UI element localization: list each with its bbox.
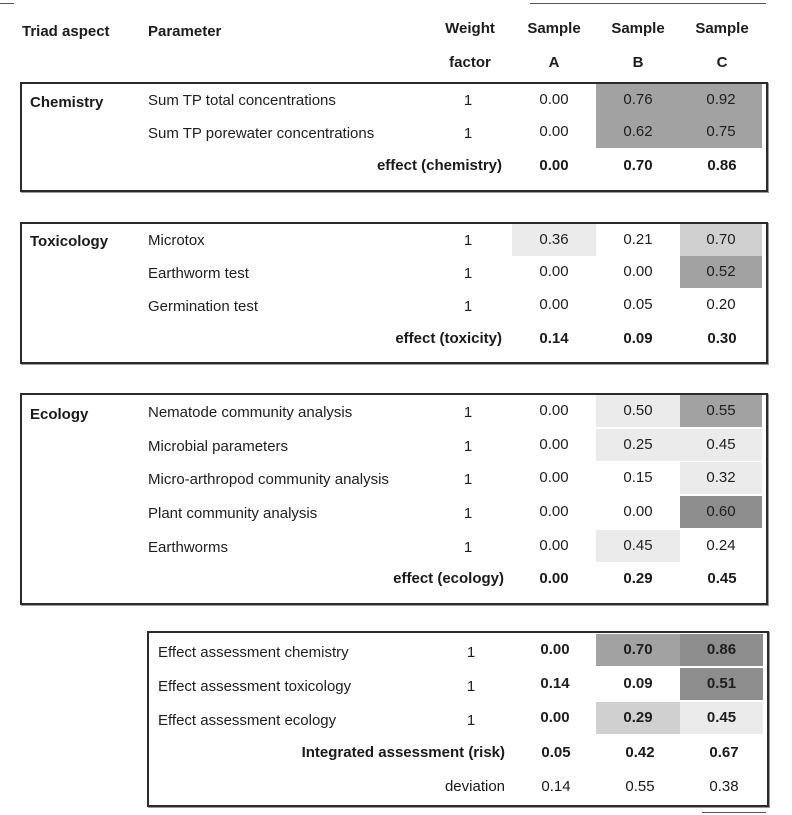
ecology-row-3-param: Micro-arthropod community analysis — [148, 471, 389, 488]
header-factor: factor — [449, 54, 491, 71]
chemistry-row-1-weight: 1 — [463, 92, 473, 109]
toxicology-effect-c: 0.30 — [707, 330, 737, 347]
ecology-row-5-a: 0.00 — [512, 530, 596, 562]
deviation-a: 0.14 — [541, 778, 571, 795]
header-sample-a: Sample — [527, 20, 581, 37]
toxicology-row-1-b: 0.21 — [596, 224, 680, 256]
integrated-risk-b: 0.42 — [625, 744, 655, 761]
chemistry-effect-a: 0.00 — [539, 157, 569, 174]
ecology-row-2-b: 0.25 — [596, 429, 680, 461]
integrated-row-3-c: 0.45 — [680, 702, 763, 734]
integrated-row-1-param: Effect assessment chemistry — [158, 644, 349, 661]
ecology-row-1-a: 0.00 — [512, 395, 596, 427]
ecology-row-1-param: Nematode community analysis — [148, 404, 353, 421]
integrated-row-1-a: 0.00 — [514, 634, 596, 666]
header-triad-aspect: Triad aspect — [22, 23, 110, 40]
header-sample-c: Sample — [695, 20, 749, 37]
toxicology-row-1-c: 0.70 — [680, 224, 762, 256]
chemistry-label: Chemistry — [30, 94, 104, 111]
integrated-row-3-a: 0.00 — [514, 702, 596, 734]
ecology-row-1-c: 0.55 — [680, 395, 762, 427]
integrated-row-2-param: Effect assessment toxicology — [158, 678, 352, 695]
toxicology-row-2-param: Earthworm test — [148, 265, 249, 282]
integrated-row-2-b: 0.09 — [596, 668, 680, 700]
ecology-effect-a: 0.00 — [539, 570, 569, 587]
top-rule-right — [530, 3, 766, 4]
integrated-row-3-param: Effect assessment ecology — [158, 712, 337, 729]
toxicology-row-1-weight: 1 — [463, 232, 473, 249]
header-sample-a-letter: A — [548, 54, 560, 71]
chemistry-row-1-param: Sum TP total concentrations — [148, 92, 336, 109]
chemistry-row-2-weight: 1 — [463, 125, 473, 142]
integrated-row-3-weight: 1 — [466, 712, 476, 729]
toxicology-effect-b: 0.09 — [623, 330, 653, 347]
toxicology-row-2-b: 0.00 — [596, 256, 680, 288]
ecology-row-1-weight: 1 — [463, 404, 473, 421]
deviation-label: deviation — [444, 778, 505, 795]
ecology-row-4-weight: 1 — [463, 505, 473, 522]
chemistry-row-1-a: 0.00 — [512, 84, 596, 116]
ecology-row-3-weight: 1 — [463, 471, 473, 488]
toxicology-row-3-a: 0.00 — [512, 289, 596, 321]
ecology-row-5-c: 0.24 — [680, 530, 762, 562]
chemistry-effect-b: 0.70 — [623, 157, 653, 174]
bottom-rule — [702, 812, 766, 813]
integrated-row-2-a: 0.14 — [514, 668, 596, 700]
toxicology-row-3-weight: 1 — [463, 298, 473, 315]
chemistry-effect-label: effect (chemistry) — [376, 157, 502, 174]
ecology-row-2-a: 0.00 — [512, 429, 596, 461]
ecology-row-4-b: 0.00 — [596, 496, 680, 528]
header-sample-b: Sample — [611, 20, 665, 37]
ecology-row-3-c: 0.32 — [680, 462, 762, 494]
ecology-row-5-weight: 1 — [463, 539, 473, 556]
deviation-b: 0.55 — [625, 778, 655, 795]
integrated-row-2-weight: 1 — [466, 678, 476, 695]
chemistry-effect-c: 0.86 — [707, 157, 737, 174]
integrated-row-1-weight: 1 — [466, 644, 476, 661]
header-weight: Weight — [445, 20, 495, 37]
ecology-row-1-b: 0.50 — [596, 395, 680, 427]
ecology-row-5-param: Earthworms — [148, 539, 229, 556]
ecology-effect-b: 0.29 — [623, 570, 653, 587]
header-sample-c-letter: C — [716, 54, 728, 71]
ecology-row-4-a: 0.00 — [512, 496, 596, 528]
ecology-row-2-weight: 1 — [463, 438, 473, 455]
toxicology-row-1-a: 0.36 — [512, 224, 596, 256]
ecology-row-4-c: 0.60 — [680, 496, 762, 528]
chemistry-row-2-a: 0.00 — [512, 116, 596, 148]
integrated-row-1-c: 0.86 — [680, 634, 763, 666]
toxicology-row-2-a: 0.00 — [512, 256, 596, 288]
toxicology-effect-label: effect (toxicity) — [395, 330, 502, 347]
toxicology-effect-a: 0.14 — [539, 330, 569, 347]
toxicology-row-3-param: Germination test — [148, 298, 259, 315]
ecology-effect-c: 0.45 — [707, 570, 737, 587]
chemistry-row-1-c: 0.92 — [680, 84, 762, 116]
ecology-row-4-param: Plant community analysis — [148, 505, 318, 522]
chemistry-row-1-b: 0.76 — [596, 84, 680, 116]
integrated-risk-c: 0.67 — [709, 744, 739, 761]
integrated-risk-label: Integrated assessment (risk) — [301, 744, 505, 761]
ecology-label: Ecology — [30, 406, 89, 423]
integrated-row-1-b: 0.70 — [596, 634, 680, 666]
toxicology-row-3-b: 0.05 — [596, 289, 680, 321]
ecology-effect-label: effect (ecology) — [393, 570, 504, 587]
integrated-row-3-b: 0.29 — [596, 702, 680, 734]
chemistry-row-2-c: 0.75 — [680, 116, 762, 148]
integrated-row-2-c: 0.51 — [680, 668, 763, 700]
toxicology-row-1-param: Microtox — [148, 232, 205, 249]
header-sample-b-letter: B — [632, 54, 644, 71]
top-rule-left — [0, 3, 14, 4]
ecology-row-2-param: Microbial parameters — [148, 438, 289, 455]
toxicology-row-2-c: 0.52 — [680, 256, 762, 288]
ecology-row-5-b: 0.45 — [596, 530, 680, 562]
toxicology-label: Toxicology — [30, 233, 109, 250]
deviation-c: 0.38 — [709, 778, 739, 795]
chemistry-row-2-param: Sum TP porewater concentrations — [148, 125, 375, 142]
integrated-risk-a: 0.05 — [541, 744, 571, 761]
chemistry-row-2-b: 0.62 — [596, 116, 680, 148]
toxicology-row-3-c: 0.20 — [680, 289, 762, 321]
header-parameter: Parameter — [148, 23, 222, 40]
toxicology-row-2-weight: 1 — [463, 265, 473, 282]
ecology-row-3-b: 0.15 — [596, 462, 680, 494]
ecology-row-3-a: 0.00 — [512, 462, 596, 494]
ecology-row-2-c: 0.45 — [680, 429, 762, 461]
